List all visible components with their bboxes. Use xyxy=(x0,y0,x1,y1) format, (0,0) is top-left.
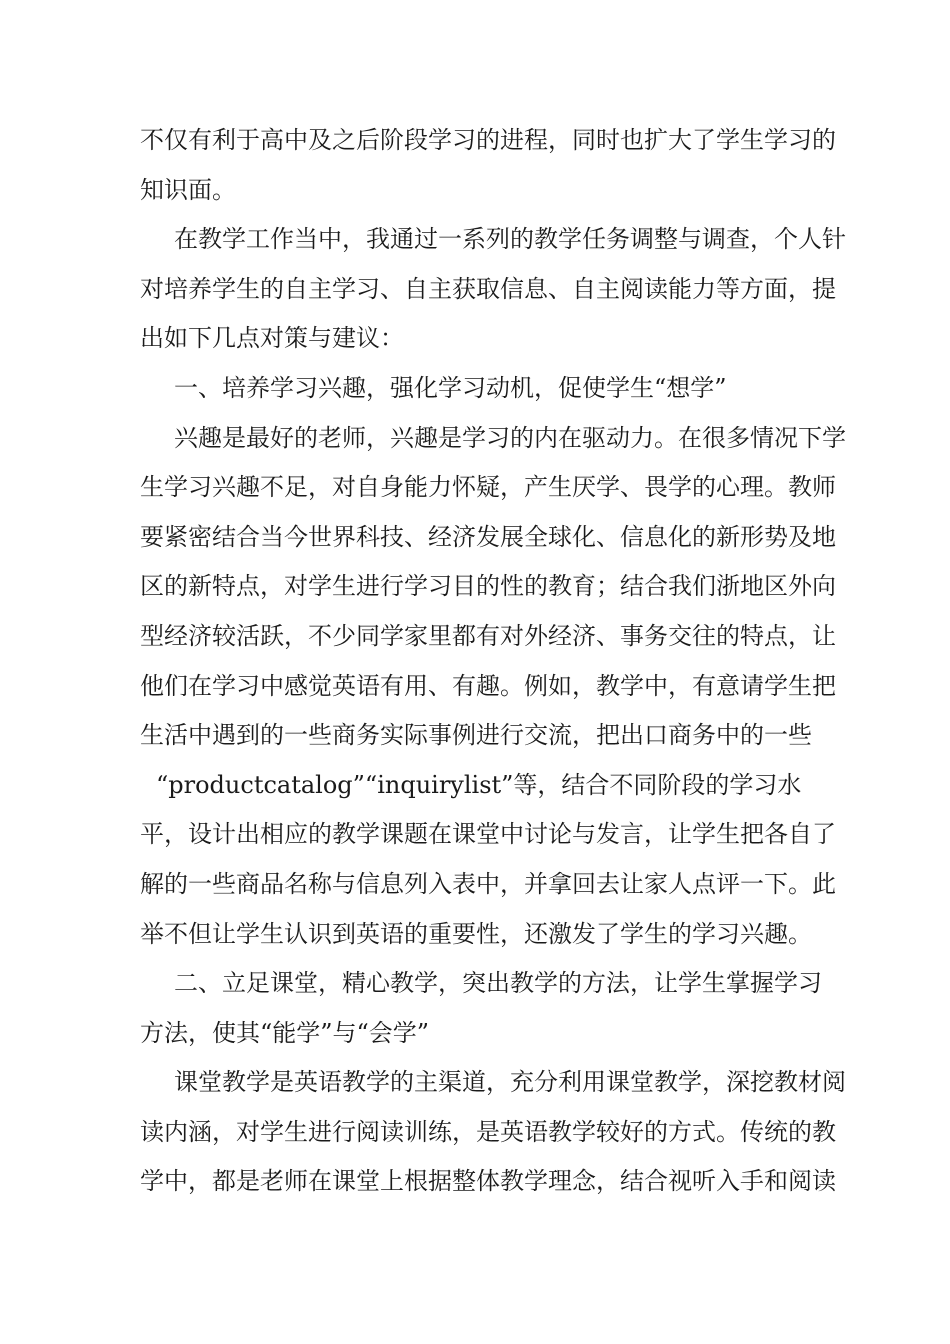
text-line: 生学习兴趣不足，对自身能力怀疑，产生厌学、畏学的心理。教师 xyxy=(140,473,836,502)
text-line: 学中，都是老师在课堂上根据整体教学理念，结合视听入手和阅读 xyxy=(140,1167,836,1196)
text-line: 他们在学习中感觉英语有用、有趣。例如，教学中，有意请学生把 xyxy=(140,671,836,700)
text-line: 在教学工作当中，我通过一系列的教学任务调整与调查，个人针 xyxy=(174,225,846,254)
text-line: “productcatalog”“inquirylist”等，结合不同阶段的学习水 xyxy=(156,770,802,799)
text-line: 生活中遇到的一些商务实际事例进行交流，把出口商务中的一些 xyxy=(140,721,812,750)
text-line: 出如下几点对策与建议： xyxy=(140,324,404,353)
text-line: 对培养学生的自主学习、自主获取信息、自主阅读能力等方面，提 xyxy=(140,274,836,303)
text-line: 型经济较活跃，不少同学家里都有对外经济、事务交往的特点，让 xyxy=(140,621,836,650)
section-heading-2: 二、立足课堂，精心教学，突出教学的方法，让学生掌握学习 xyxy=(174,969,822,998)
text-line: 举不但让学生认识到英语的重要性，还激发了学生的学习兴趣。 xyxy=(140,919,812,948)
text-line: 方法，使其“能学”与“会学” xyxy=(140,1018,430,1047)
text-line: 不仅有利于高中及之后阶段学习的进程，同时也扩大了学生学习的 xyxy=(140,126,836,154)
text-line: 解的一些商品名称与信息列入表中，并拿回去让家人点评一下。此 xyxy=(140,869,836,898)
text-line: 平，设计出相应的教学课题在课堂中讨论与发言，让学生把各自了 xyxy=(140,820,836,849)
body-text xyxy=(140,116,846,1207)
section-heading-1: 一、培养学习兴趣，强化学习动机，促使学生“想学” xyxy=(174,373,727,402)
text-line: 课堂教学是英语教学的主渠道，充分利用课堂教学，深挖教材阅 xyxy=(174,1068,846,1097)
text-line: 读内涵，对学生进行阅读训练，是英语教学较好的方式。传统的教 xyxy=(140,1117,836,1146)
text-line: 知识面。 xyxy=(140,175,236,204)
text-line: 区的新特点，对学生进行学习目的性的教育；结合我们浙地区外向 xyxy=(140,572,836,601)
text-line: 兴趣是最好的老师，兴趣是学习的内在驱动力。在很多情况下学 xyxy=(174,423,846,452)
text-line: 要紧密结合当今世界科技、经济发展全球化、信息化的新形势及地 xyxy=(140,522,836,551)
